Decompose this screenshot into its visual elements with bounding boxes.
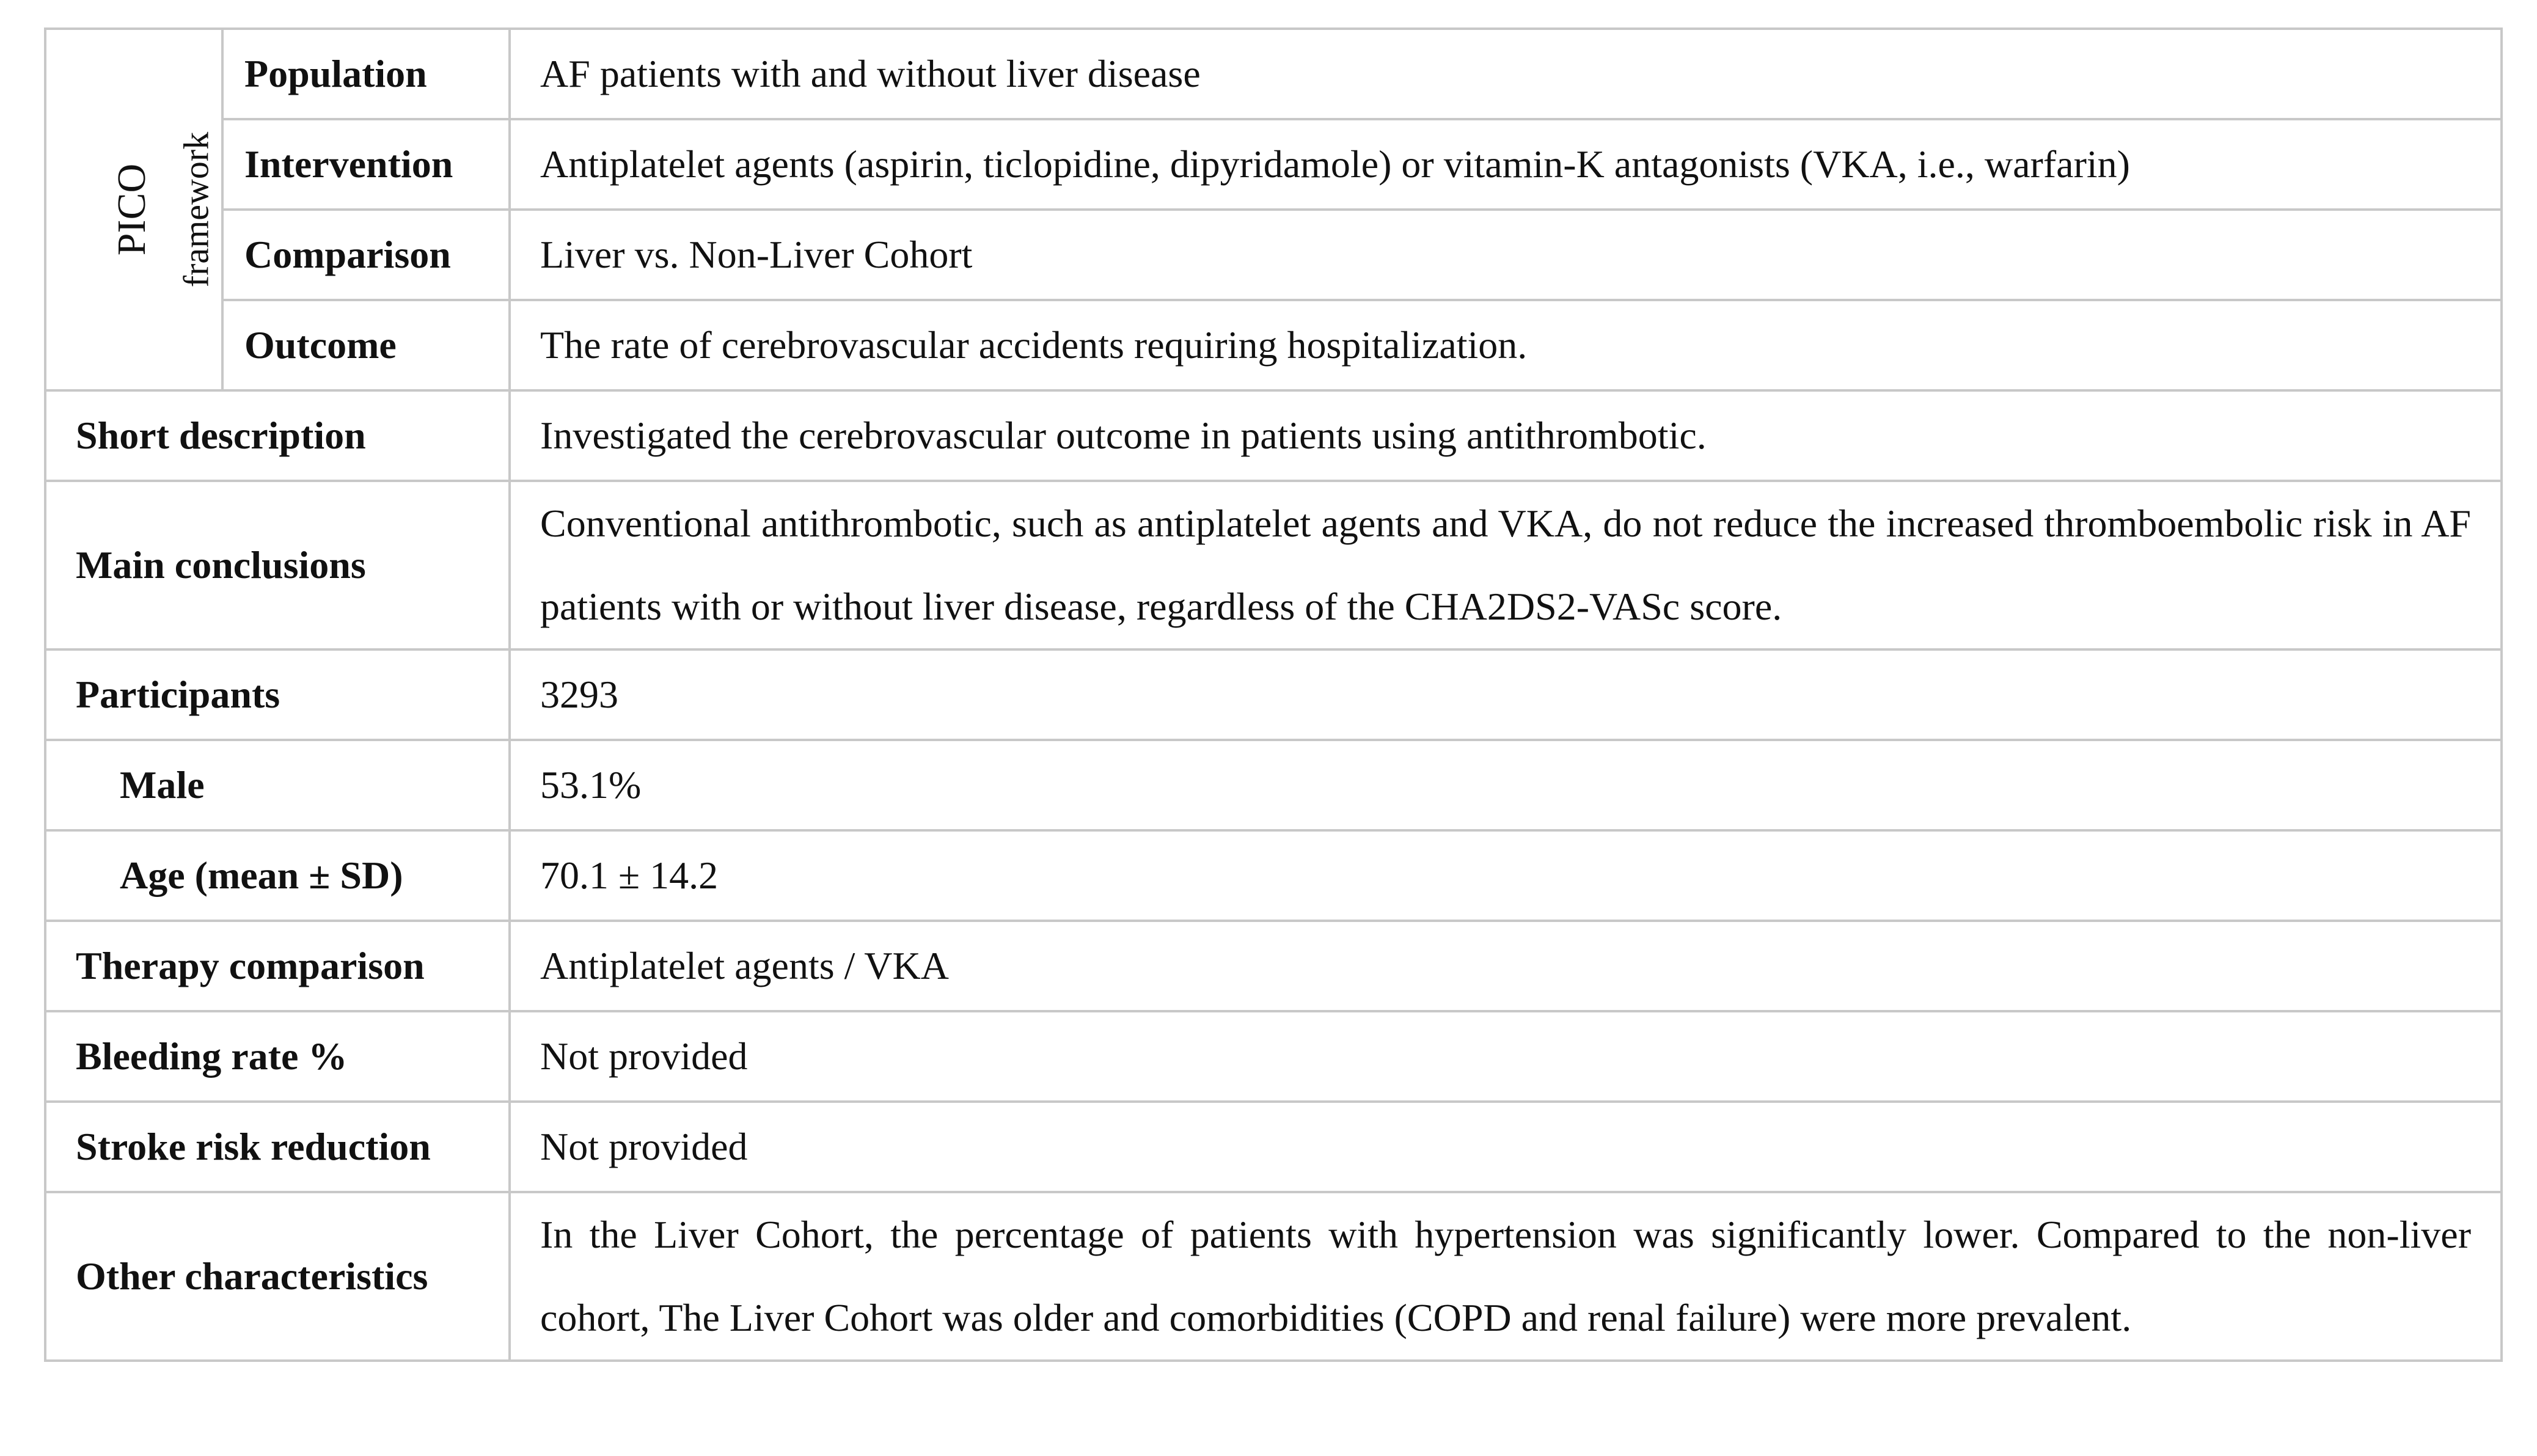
row-label-therapy-comparison: Therapy comparison <box>45 921 510 1011</box>
table-row <box>45 830 2502 921</box>
pico-framework-cell <box>45 29 222 390</box>
row-label-short-description: Short description <box>45 390 510 481</box>
table-row <box>45 300 2502 390</box>
row-value-participants: 3293 <box>510 649 2502 740</box>
table-row <box>45 649 2502 740</box>
table-row <box>45 119 2502 210</box>
table-row <box>45 740 2502 830</box>
row-label-other-characteristics: Other characteristics <box>45 1192 510 1361</box>
row-value-age: 70.1 ± 14.2 <box>510 830 2502 921</box>
table-row <box>45 921 2502 1011</box>
row-label-participants: Participants <box>45 649 510 740</box>
row-value-main-conclusions: Conventional antithrombotic, such as antiplatelet agents and VKA, do not reduce the increased thromboembolic risk in AF patients with or without liver disease, regardless of the CHA2DS2-VASc score. <box>510 481 2502 649</box>
row-label-outcome: Outcome <box>222 300 510 390</box>
row-label-intervention: Intervention <box>222 119 510 210</box>
row-value-intervention: Antiplatelet agents (aspirin, ticlopidine, dipyridamole) or vitamin-K antagonists (VKA, i.e., warfarin) <box>510 119 2502 210</box>
row-value-other-characteristics: In the Liver Cohort, the percentage of patients with hypertension was significantly lower. Compared to the non-liver cohort, The Liver Cohort was older and comorbidities (COPD and renal failure) were more prevalent. <box>510 1192 2502 1361</box>
row-value-therapy-comparison: Antiplatelet agents / VKA <box>510 921 2502 1011</box>
row-label-bleeding-rate: Bleeding rate % <box>45 1011 510 1102</box>
row-value-comparison: Liver vs. Non-Liver Cohort <box>510 210 2502 300</box>
row-value-outcome: The rate of cerebrovascular accidents requiring hospitalization. <box>510 300 2502 390</box>
table-row <box>45 1192 2502 1361</box>
row-label-stroke-risk-reduction: Stroke risk reduction <box>45 1102 510 1192</box>
table-row <box>45 481 2502 649</box>
row-label-age: Age (mean ± SD) <box>45 830 510 921</box>
table-row <box>45 1102 2502 1192</box>
row-value-stroke-risk-reduction: Not provided <box>510 1102 2502 1192</box>
pico-framework-label: framework <box>176 131 216 288</box>
table-row <box>45 1011 2502 1102</box>
table-row <box>45 210 2502 300</box>
row-label-comparison: Comparison <box>222 210 510 300</box>
row-label-main-conclusions: Main conclusions <box>45 481 510 649</box>
table-row <box>45 29 2502 119</box>
row-label-population: Population <box>222 29 510 119</box>
row-label-male: Male <box>45 740 510 830</box>
row-value-male: 53.1% <box>510 740 2502 830</box>
study-summary-table <box>44 27 2503 1362</box>
pico-label: PICO <box>109 163 154 256</box>
table-row <box>45 390 2502 481</box>
row-value-short-description: Investigated the cerebrovascular outcome in patients using antithrombotic. <box>510 390 2502 481</box>
row-value-population: AF patients with and without liver disease <box>510 29 2502 119</box>
row-value-bleeding-rate: Not provided <box>510 1011 2502 1102</box>
